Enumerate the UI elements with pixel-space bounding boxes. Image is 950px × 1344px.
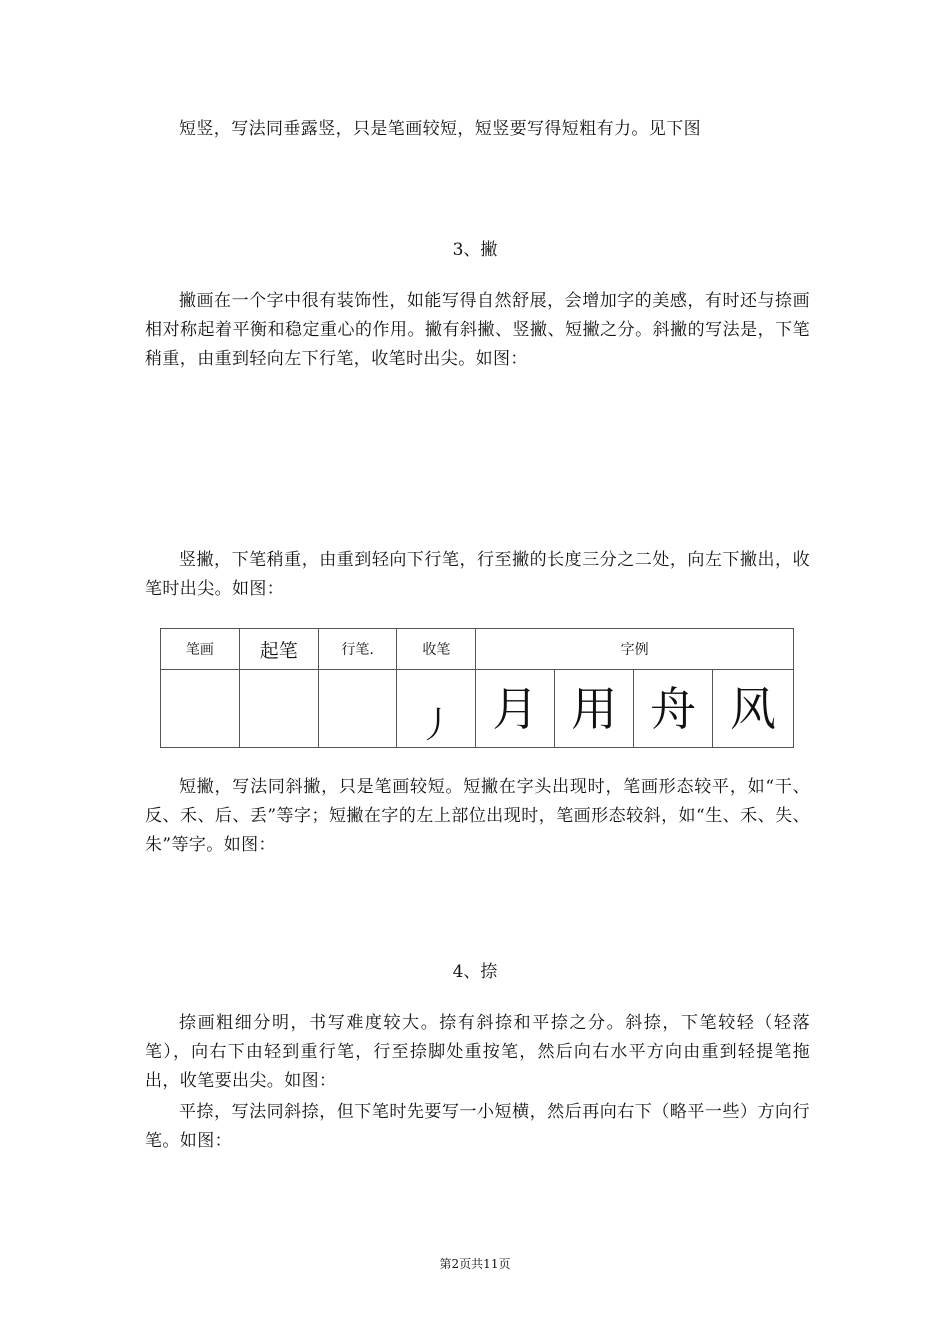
- paragraph-short-vertical: 短竖，写法同垂露竖，只是笔画较短，短竖要写得短粗有力。见下图: [179, 119, 701, 139]
- example-cell: [634, 670, 713, 748]
- finish-stroke-glyph: 丿: [418, 705, 455, 746]
- paragraph-pie-intro: 撇画在一个字中很有装饰性，如能写得自然舒展，会增加字的美感，有时还与捺画相对称起着平衡和稳定重心的作用。撇有斜撇、竖撇、短撇之分。斜撇的写法是，下笔稍重，由重到轻向左下行笔，收笔时出尖。如图：: [145, 291, 810, 369]
- example-char: 风: [730, 681, 777, 736]
- stroke-table: [160, 628, 794, 748]
- header-move: 行笔.: [318, 629, 397, 670]
- paragraph-vertical-pie: 竖撇，下笔稍重，由重到轻向下行笔，行至撇的长度三分之二处，向左下撇出，收笔时出尖。如图：: [145, 550, 810, 599]
- paragraph-short-pie: 短撇，写法同斜撇，只是笔画较短。短撇在字头出现时，笔画形态较平，如“干、反、禾、后、丢”等字；短撇在字的左上部位出现时，笔画形态较斜，如“生、禾、失、朱”等字。如图：: [145, 777, 810, 855]
- cell-finish: [397, 670, 476, 748]
- page-footer: 第2页共11页: [439, 1257, 511, 1271]
- example-cell: [555, 670, 634, 748]
- section-heading-pie: 3、撇: [452, 240, 498, 260]
- cell-stroke: [161, 670, 240, 748]
- header-examples: 字例: [476, 629, 794, 670]
- paragraph-na-intro: 捺画粗细分明，书写难度较大。捺有斜捺和平捺之分。斜捺，下笔较轻（轻落笔），向右下由轻到重行笔，行至捺脚处重按笔，然后向右水平方向由重到轻提笔拖出，收笔要出尖。如图：: [145, 1013, 810, 1091]
- example-cell: [713, 670, 794, 748]
- table-header-row: [161, 629, 794, 670]
- table-row: [161, 670, 794, 748]
- example-char: 月: [492, 681, 539, 736]
- example-char: 舟: [650, 681, 697, 736]
- paragraph-flat-na: 平捺，写法同斜捺，但下笔时先要写一小短横，然后再向右下（略平一些）方向行笔。如图：: [145, 1102, 810, 1151]
- cell-start: [239, 670, 318, 748]
- header-finish: 收笔: [397, 629, 476, 670]
- header-start: 起笔: [239, 629, 318, 670]
- example-char: 用: [571, 681, 618, 736]
- header-stroke: 笔画: [161, 629, 240, 670]
- example-cell: [476, 670, 555, 748]
- cell-move: [318, 670, 397, 748]
- section-heading-na: 4、捺: [452, 962, 498, 982]
